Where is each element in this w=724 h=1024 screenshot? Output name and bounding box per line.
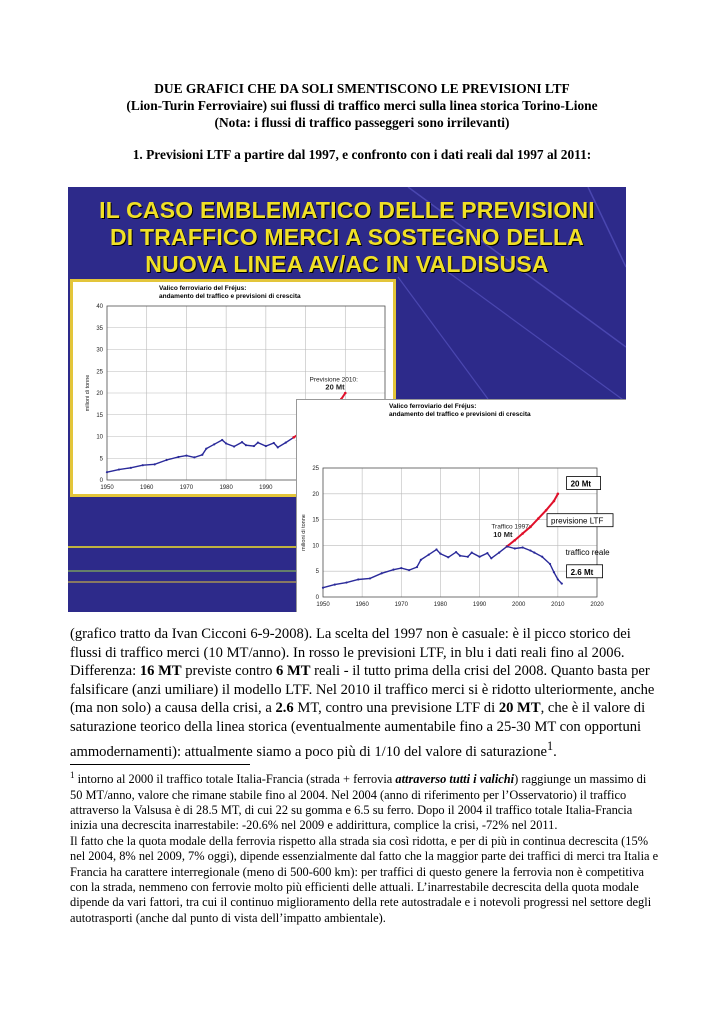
chart1-title-line2: andamento del traffico e previsioni di crescita bbox=[159, 293, 301, 300]
slide-title-line3: NUOVA LINEA AV/AC IN VALDISUSA bbox=[145, 251, 549, 277]
doc-title-line1: DUE GRAFICI CHE DA SOLI SMENTISCONO LE PREVISIONI LTF bbox=[154, 81, 570, 96]
body-bold-4: 20 MT bbox=[498, 700, 541, 717]
series-historic-point bbox=[233, 445, 235, 447]
doc-title-line3: (Nota: i flussi di traffico passeggeri sono irrilevanti) bbox=[214, 115, 510, 130]
series-historic-point bbox=[392, 569, 394, 571]
forecast-annotation: Previsione 2010: bbox=[309, 376, 358, 384]
series-historic-point bbox=[205, 448, 207, 450]
y-tick-label: 25 bbox=[312, 466, 319, 472]
body-bold-2: 6 MT bbox=[276, 663, 311, 680]
x-tick-label: 2020 bbox=[590, 602, 604, 608]
slide-title-line1: IL CASO EMBLEMATICO DELLE PREVISIONI bbox=[99, 197, 595, 223]
series-historic-point bbox=[467, 556, 469, 558]
series-historic-point bbox=[478, 556, 480, 558]
series-historic-point bbox=[245, 444, 247, 446]
series-historic-point bbox=[447, 556, 449, 558]
series-historic-point bbox=[185, 455, 187, 457]
series-historic-point bbox=[165, 459, 167, 461]
series-historic-point bbox=[439, 553, 441, 555]
x-tick-label: 1960 bbox=[355, 602, 369, 608]
traffic-annotation: Traffico 1997: bbox=[491, 523, 531, 531]
x-tick-label: 1950 bbox=[100, 485, 114, 491]
series-historic-point bbox=[142, 464, 144, 466]
footnote-text-1: intorno al 2000 il traffico totale Italia-Francia (strada + ferrovia bbox=[74, 772, 396, 787]
x-tick-label: 2010 bbox=[551, 602, 565, 608]
chart2-svg bbox=[297, 400, 626, 612]
series-historic-point bbox=[213, 443, 215, 445]
series-historic-point bbox=[201, 454, 203, 456]
footnote-text-2: ) raggiunge un massimo di 50 MT/anno, valore che rimane stabile fino al 2004. Nel 2004 (anno di riferimento per l’Osservatorio) il traffico attraverso la Valsusa è di 28.5 MT, di cui 22 su gomma e 6.5 su ferro. Dopo il 2004 il traffico totale Italia-Francia inizia una decrescita inarrestabile: -20.6% nel 2009 e addirittura, complice la crisi, -72% nel 2011. bbox=[70, 772, 647, 833]
series-historic-point bbox=[490, 557, 492, 559]
slide-title bbox=[68, 197, 626, 278]
y-tick-label: 0 bbox=[315, 595, 319, 601]
series-forecast-point bbox=[344, 392, 347, 395]
series-historic-point bbox=[428, 554, 430, 556]
footnote-para-2: Il fatto che la quota modale della ferrovia rispetto alla strada sia così ridotta, e per di più in continua decrescita (15% nel 2004, 8% nel 2009, 7% oggi), dipende essenzialmente dal fatto che la maggior parte dei traffici di merci tra Italia e Francia ha carattere interregionale (meno di 500-600 km): per traffici di questo genere la ferrovia non è competitiva con la strada, nemmeno con ferrovie molto più efficienti delle attuali. L’inarrestabile decrescita della quota modale dipende da vari fattori, tra cui il continuo miglioramento della rete autostradale e i notevoli progressi nel settore degli autotrasporti (anche dal punto di vista dell’impatto ambientale). bbox=[70, 833, 659, 925]
series-historic-point bbox=[369, 577, 371, 579]
real-box-value: 2.6 Mt bbox=[570, 567, 594, 577]
body-bold-3: 2.6 bbox=[275, 700, 294, 717]
body-text-5: , che è il valore di saturazione teorico della linea storica (eventualmente aumentabile fino a 25-30 MT con opportuni ammodernamenti): attualmente siamo a poco più di 1/10 del valore di saturazione bbox=[70, 700, 646, 760]
series-real-point bbox=[553, 571, 555, 573]
series-historic-point bbox=[225, 442, 227, 444]
series-forecast-point bbox=[557, 493, 560, 496]
body-text-3: reali - il tutto prima della crisi del 2008. Quanto basta per falsificare (anzi umiliare) il modello LTF. Nel 2010 il traffico merci si è ridotto ulteriormente, anche (ma non solo) a causa della crisi, a bbox=[70, 663, 655, 717]
series-historic-point bbox=[498, 552, 500, 554]
doc-title-line2: (Lion-Turin Ferroviaire) sui flussi di traffico merci sulla linea storica Torino-Lione bbox=[126, 98, 598, 113]
chart2-title-line2: andamento del traffico e previsioni di crescita bbox=[389, 411, 531, 418]
chart1-title-line1: Valico ferroviario del Fréjus: bbox=[159, 285, 247, 292]
y-tick-label: 25 bbox=[96, 369, 103, 376]
series-forecast-point bbox=[292, 436, 295, 439]
series-forecast-point bbox=[521, 532, 524, 535]
x-tick-label: 1980 bbox=[219, 485, 233, 491]
series-historic-point bbox=[130, 467, 132, 469]
body-text-4: MT, contro una previsione LTF di bbox=[293, 700, 499, 717]
series-historic-point bbox=[416, 566, 418, 568]
section-heading: 1. Previsioni LTF a partire dal 1997, e confronto con i dati reali dal 1997 al 2011: bbox=[132, 147, 592, 162]
chart2-title-line1: Valico ferroviario del Fréjus: bbox=[389, 403, 477, 410]
series-real-point bbox=[549, 563, 551, 565]
series-historic-point bbox=[277, 446, 279, 448]
y-tick-label: 15 bbox=[312, 517, 319, 524]
series-historic-point bbox=[459, 555, 461, 557]
series-historic-point bbox=[265, 445, 267, 447]
series-historic-point bbox=[322, 587, 324, 589]
real-label: traffico reale bbox=[565, 548, 610, 558]
y-tick-label: 5 bbox=[99, 456, 103, 463]
footnote bbox=[70, 768, 660, 926]
x-tick-label: 1970 bbox=[394, 602, 408, 608]
series-real-point bbox=[561, 582, 563, 584]
y-tick-label: 10 bbox=[96, 434, 103, 441]
series-historic-point bbox=[345, 581, 347, 583]
footnote-separator bbox=[70, 764, 250, 765]
footnote-ref[interactable]: 1 bbox=[546, 738, 554, 753]
series-historic-point bbox=[471, 552, 473, 554]
series-historic-point bbox=[381, 572, 383, 574]
y-axis-label: milioni di tonne bbox=[85, 374, 91, 412]
series-real-point bbox=[514, 547, 516, 549]
y-tick-label: 35 bbox=[96, 325, 103, 332]
series-historic-point bbox=[334, 584, 336, 586]
x-tick-label: 1970 bbox=[179, 485, 194, 491]
footnote-para-1 bbox=[70, 768, 660, 834]
chart-panel-2 bbox=[296, 399, 626, 612]
body-text-2: previste contro bbox=[181, 663, 277, 680]
body-text-1: (grafico tratto da Ivan Cicconi 6-9-2008). La scelta del 1997 non è casuale: è il picco storico dei flussi di traffico merci (10 MT/anno). In rosso le previsioni LTF, in blu i dati reali fino al 2006. Differenza: bbox=[70, 626, 631, 680]
series-forecast-point bbox=[545, 509, 548, 512]
body-bold-1: 16 MT bbox=[139, 663, 182, 680]
x-tick-label: 2000 bbox=[512, 602, 526, 608]
y-tick-label: 10 bbox=[312, 543, 319, 550]
series-historic-point bbox=[400, 567, 402, 569]
footnote-emphasis: attraverso tutti i valichi bbox=[395, 772, 515, 787]
x-tick-label: 1990 bbox=[259, 485, 273, 491]
forecast-annotation-value: 20 Mt bbox=[325, 382, 345, 392]
series-historic-point bbox=[257, 441, 259, 443]
series-forecast-point bbox=[553, 500, 556, 503]
series-historic-point bbox=[118, 468, 120, 470]
series-historic-point bbox=[455, 551, 457, 553]
series-historic-point bbox=[420, 559, 422, 561]
series-historic-point bbox=[106, 471, 108, 473]
series-historic-point bbox=[177, 456, 179, 458]
series-historic-point bbox=[193, 456, 195, 458]
series-historic-point bbox=[408, 569, 410, 571]
series-historic-point bbox=[241, 441, 243, 443]
series-historic-point bbox=[486, 552, 488, 554]
series-real-point bbox=[557, 578, 559, 580]
slide-figure bbox=[68, 187, 626, 612]
y-tick-label: 30 bbox=[96, 347, 103, 354]
series-historic-point bbox=[154, 463, 156, 465]
y-axis-label: milioni di tonne bbox=[301, 514, 307, 551]
plot-area bbox=[323, 468, 597, 597]
body-paragraph bbox=[70, 625, 660, 761]
series-historic-point bbox=[435, 548, 437, 550]
slide-title-line2: DI TRAFFICO MERCI A SOSTEGNO DELLA bbox=[109, 224, 585, 250]
series-real-point bbox=[541, 556, 543, 558]
series-forecast-point bbox=[537, 517, 540, 520]
x-tick-label: 1990 bbox=[472, 602, 487, 608]
y-tick-label: 5 bbox=[315, 569, 319, 576]
traffic-annotation-value: 10 Mt bbox=[493, 530, 513, 540]
footnote-number: 1 bbox=[70, 770, 75, 780]
y-tick-label: 40 bbox=[96, 304, 103, 310]
series-forecast-point bbox=[514, 539, 517, 542]
x-tick-label: 1950 bbox=[316, 602, 330, 608]
series-real-point bbox=[529, 549, 531, 551]
y-tick-label: 0 bbox=[99, 478, 103, 484]
series-real-point bbox=[522, 546, 524, 548]
series-real-point bbox=[506, 545, 508, 547]
y-tick-label: 15 bbox=[96, 412, 103, 419]
series-historic-point bbox=[357, 578, 359, 580]
x-tick-label: 1980 bbox=[433, 602, 448, 608]
x-tick-label: 1960 bbox=[140, 485, 154, 491]
body-text-end: . bbox=[553, 743, 557, 760]
series-historic-point bbox=[221, 439, 223, 441]
series-real-point bbox=[533, 552, 535, 554]
series-historic-point bbox=[273, 442, 275, 444]
series-historic-point bbox=[285, 441, 287, 443]
y-tick-label: 20 bbox=[312, 491, 319, 498]
y-tick-label: 20 bbox=[96, 391, 103, 397]
forecast-box-value: 20 Mt bbox=[570, 479, 592, 489]
series-historic-point bbox=[253, 445, 255, 447]
forecast-label: previsione LTF bbox=[551, 516, 604, 526]
